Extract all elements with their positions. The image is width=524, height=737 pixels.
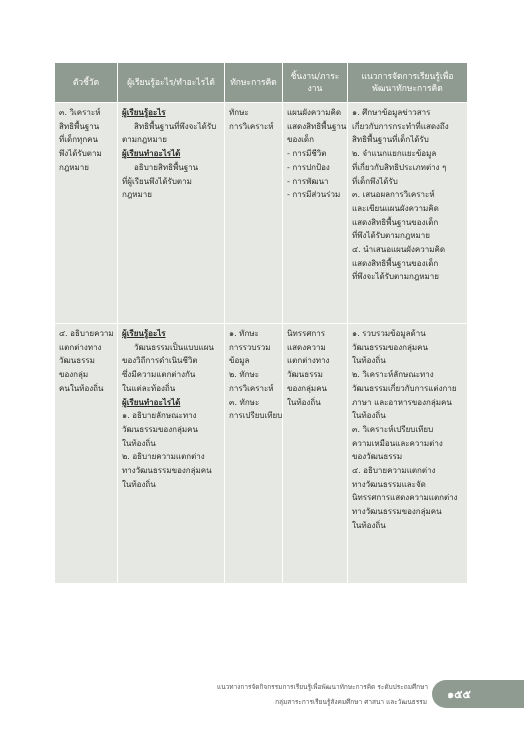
subheading: ผู้เรียนรู้อะไร	[122, 329, 166, 338]
cell-line: วัฒนธรรมเกี่ยวกับการแต่งกาย	[352, 383, 457, 393]
cell-line: ในท้องถิ่น	[352, 520, 386, 530]
cell-line: ๓. เสนอผลการวิเคราะห์	[352, 190, 435, 200]
cell-line: นิทรรศการแสดงความแตกต่าง	[352, 493, 458, 503]
cell-line: วัฒนธรรมของกลุ่มคน	[352, 342, 428, 352]
cell-line: ของเด็ก	[287, 135, 314, 145]
cell-line: ที่เด็กพึงได้รับ	[352, 176, 398, 186]
cell-line: เกี่ยวกับการกระทำที่แสดงถึง	[352, 121, 449, 131]
cell-line: แตกต่างทาง	[59, 342, 102, 352]
cell-line: แสดงสิทธิพื้นฐานของเด็ก	[352, 217, 439, 227]
header-learn: ผู้เรียนรู้อะไร/ทำอะไรได้	[118, 63, 225, 102]
cell-line: วัฒนธรรม	[59, 356, 95, 366]
cell-line: สิทธิพื้นฐานที่เด็กได้รับ	[352, 135, 429, 145]
cell-indicator	[55, 103, 118, 324]
cell-line: ในท้องถิ่น	[352, 411, 386, 421]
cell-line: ของกลุ่มคน	[287, 383, 328, 393]
cell-approach	[348, 324, 467, 584]
cell-line: กฎหมาย	[122, 190, 152, 200]
cell-line: ที่พึงจะได้รับตามกฎหมาย	[352, 272, 439, 282]
cell-line: ๓. ทักษะ	[229, 397, 260, 407]
cell-line: ทางวัฒนธรรมและจัด	[352, 479, 426, 489]
cell-line: การรวบรวม	[229, 342, 271, 352]
cell-line: ๒. วิเคราะห์ลักษณะทาง	[352, 370, 434, 380]
cell-line: ในท้องถิ่น	[122, 479, 156, 489]
cell-line: พึงได้รับตาม	[59, 149, 102, 159]
cell-line: ของวิถีการดำเนินชีวิต	[122, 356, 198, 366]
cell-line: ๑. รวบรวมข้อมูลด้าน	[352, 329, 426, 338]
cell-line: ข้อมูล	[229, 356, 250, 366]
cell-line: ๒. จำแนกแยกแยะข้อมูล	[352, 149, 437, 159]
cell-line: วัฒนธรรมเป็นแบบแผน	[134, 342, 214, 352]
cell-line: นิทรรศการ	[287, 329, 326, 338]
cell-line: ในท้องถิ่น	[287, 397, 321, 407]
header-skill: ทักษะการคิด	[225, 63, 283, 102]
page-badge-extension	[480, 680, 524, 708]
cell-line: การวิเคราะห์	[229, 121, 274, 131]
cell-line: แสดงสิทธิพื้นฐานของเด็ก	[352, 258, 439, 268]
cell-line: ที่ผู้เรียนพึงได้รับตาม	[122, 176, 192, 186]
cell-line: - การมีชีวิต	[287, 149, 327, 159]
cell-line: แผนผังความคิด	[287, 108, 342, 117]
cell-line: ของกลุ่ม	[59, 370, 89, 380]
cell-line: สิทธิพื้นฐาน	[59, 121, 100, 131]
footer-subject: กลุ่มสาระการเรียนรู้สังคมศึกษา ศาสนา และวัฒนธรรม	[275, 698, 427, 706]
cell-line: แตกต่างทาง	[287, 356, 330, 366]
cell-line: ตามกฎหมาย	[122, 135, 167, 145]
subheading: ผู้เรียนรู้อะไร	[122, 108, 166, 117]
cell-line: ความเหมือนและความต่าง	[352, 438, 443, 448]
cell-line: วัฒนธรรม	[287, 370, 323, 380]
cell-line: ๒. ทักษะ	[229, 370, 260, 380]
cell-line: ๓. วิเคราะห์	[59, 108, 101, 117]
cell-skill	[225, 103, 283, 324]
header-work: ชิ้นงาน/ภาระงาน	[283, 63, 348, 102]
cell-line: ๑. ศึกษาข้อมูลข่าวสาร	[352, 108, 431, 117]
cell-learn	[118, 324, 225, 584]
cell-line: ๒. อธิบายความแตกต่าง	[122, 452, 205, 462]
cell-line: การเปรียบเทียบ	[229, 411, 283, 421]
cell-line: และเขียนแผนผังความคิด	[352, 203, 439, 213]
cell-line: สิทธิพื้นฐานที่พึงจะได้รับ	[134, 121, 217, 131]
cell-line: ของวัฒนธรรม	[352, 452, 403, 462]
cell-line: แสดงความ	[287, 342, 326, 352]
cell-line: ๔. อธิบายความแตกต่าง	[352, 466, 436, 476]
content-table	[55, 63, 467, 583]
cell-learn	[118, 103, 225, 324]
cell-line: ๑. อธิบายลักษณะทาง	[122, 411, 197, 421]
cell-line: การวิเคราะห์	[229, 383, 274, 393]
cell-line: อธิบายสิทธิพื้นฐาน	[134, 162, 199, 172]
cell-line: ๓. วิเคราะห์เปรียบเทียบ	[352, 424, 434, 434]
table-header	[55, 63, 467, 102]
cell-line: วัฒนธรรมของกลุ่มคน	[122, 424, 198, 434]
cell-line: ในแต่ละท้องถิ่น	[122, 383, 176, 393]
cell-line: - การพัฒนา	[287, 176, 329, 186]
table-row	[55, 323, 467, 584]
cell-line: ๔. อธิบายความ	[59, 329, 114, 338]
cell-line: กฎหมาย	[59, 162, 89, 172]
cell-indicator	[55, 324, 118, 584]
subheading: ผู้เรียนทำอะไรได้	[122, 149, 181, 159]
cell-line: ทางวัฒนธรรมของกลุ่มคน	[122, 466, 212, 476]
cell-work	[283, 103, 348, 324]
cell-line: คนในท้องถิ่น	[59, 383, 104, 393]
cell-line: ในท้องถิ่น	[122, 438, 156, 448]
cell-line: - การปกป้อง	[287, 162, 330, 172]
cell-approach	[348, 103, 467, 324]
cell-line: ในท้องถิ่น	[352, 356, 386, 366]
cell-line: ที่พึงได้รับตามกฎหมาย	[352, 231, 430, 241]
cell-work	[283, 324, 348, 584]
cell-line: ภาษา และอาหารของกลุ่มคน	[352, 397, 452, 407]
cell-line: ซึ่งมีความแตกต่างกัน	[122, 370, 196, 380]
cell-line: ที่เกี่ยวกับสิทธิประเภทต่าง ๆ	[352, 162, 447, 172]
header-approach: แนวการจัดการเรียนรู้เพื่อพัฒนาทักษะการคิด	[361, 71, 454, 94]
cell-skill	[225, 324, 283, 584]
cell-line: ทางวัฒนธรรมของกลุ่มคน	[352, 507, 442, 517]
header-indicator: ตัวชี้วัด	[55, 63, 118, 102]
cell-line: ทักษะ	[229, 108, 249, 117]
cell-line: ๔. นำเสนอแผนผังความคิด	[352, 245, 446, 255]
cell-line: แสดงสิทธิพื้นฐาน	[287, 121, 347, 131]
table-row	[55, 102, 467, 324]
footer-book-title: แนวทางการจัดกิจกรรมการเรียนรู้เพื่อพัฒนาทักษะการคิด ระดับประถมศึกษา	[217, 683, 428, 691]
cell-line: ที่เด็กทุกคน	[59, 135, 98, 145]
subheading: ผู้เรียนทำอะไรได้	[122, 397, 181, 407]
page-number: ๑๕๕	[432, 680, 486, 708]
cell-line: - การมีส่วนร่วม	[287, 190, 341, 200]
cell-line: ๑. ทักษะ	[229, 329, 259, 338]
